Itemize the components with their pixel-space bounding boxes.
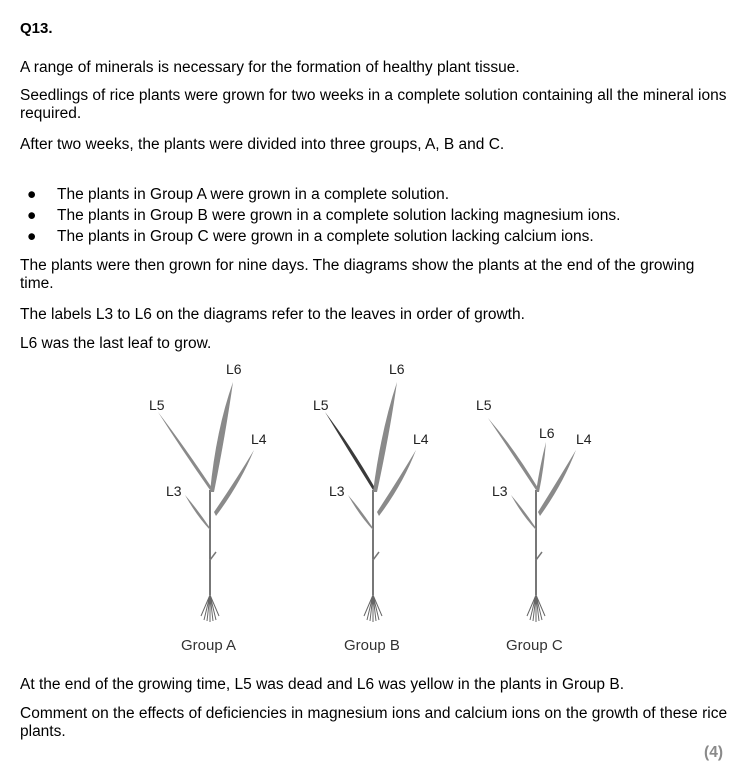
plant-a-label-l4: L4 [251, 431, 267, 447]
observation-paragraph: At the end of the growing time, L5 was dead and L6 was yellow in the plants in Group B. [20, 676, 625, 693]
plant-c-leaf-l3 [511, 495, 536, 530]
plant-c-label-l3: L3 [492, 483, 508, 499]
plant-group-b [313, 361, 429, 654]
question-number: Q13. [20, 20, 53, 37]
method-paragraph: The plants were then grown for nine days. The diagrams show the plants at the end of the growing time. [20, 257, 695, 292]
plant-b-node-mark [373, 552, 379, 560]
plant-b-leaf-l6 [373, 382, 397, 492]
plant-b-leaf-l3 [348, 495, 373, 530]
list-item [20, 184, 620, 205]
bullet-icon: ● [27, 207, 37, 224]
plant-a-label-l5: L5 [149, 397, 165, 413]
plant-a-label-l6: L6 [226, 361, 242, 377]
plant-c-label-l4: L4 [576, 431, 592, 447]
list-item [20, 226, 620, 247]
list-item [20, 205, 620, 226]
plant-c-label-l5: L5 [476, 397, 492, 413]
plant-c-node-mark [536, 552, 542, 560]
group-a-caption: Group A [181, 637, 237, 654]
intro-paragraph-3: After two weeks, the plants were divided into three groups, A, B and C. [20, 136, 505, 153]
plant-a-node-mark [210, 552, 216, 560]
plant-c-roots [527, 595, 545, 622]
plant-a-roots [201, 595, 219, 622]
intro-paragraph-2: Seedlings of rice plants were grown for two weeks in a complete solution containing all the mineral ions required. [20, 87, 727, 122]
bullet-text-b: The plants in Group B were grown in a complete solution lacking magnesium ions. [57, 207, 621, 224]
bullet-icon: ● [27, 228, 37, 245]
group-b-caption: Group B [344, 637, 400, 654]
plant-group-c [476, 397, 592, 654]
plant-a-leaf-l5 [158, 412, 212, 490]
plant-b-label-l6: L6 [389, 361, 405, 377]
plant-a-label-l3: L3 [166, 483, 182, 499]
group-conditions-list [20, 184, 620, 247]
task-paragraph: Comment on the effects of deficiencies in magnesium ions and calcium ions on the growth of these rice plants. [20, 705, 728, 740]
plant-b-label-l3: L3 [329, 483, 345, 499]
plant-b-roots [364, 595, 382, 622]
group-c-caption: Group C [506, 637, 563, 654]
plant-c-leaf-l6 [536, 442, 546, 492]
rice-plants-diagram [130, 350, 610, 660]
bullet-icon: ● [27, 186, 37, 203]
plant-b-leaf-l5 [325, 412, 375, 490]
plant-c-leaf-l5 [488, 418, 538, 490]
last-leaf-paragraph: L6 was the last leaf to grow. [20, 335, 212, 352]
labels-paragraph: The labels L3 to L6 on the diagrams refer to the leaves in order of growth. [20, 306, 525, 323]
plant-c-label-l6: L6 [539, 425, 555, 441]
plant-b-label-l4: L4 [413, 431, 429, 447]
plant-a-leaf-l3 [185, 495, 210, 530]
plant-group-a [149, 361, 267, 654]
marks-allocation: (4) [704, 744, 723, 761]
bullet-text-c: The plants in Group C were grown in a complete solution lacking calcium ions. [57, 228, 594, 245]
plant-a-leaf-l6 [210, 382, 233, 492]
bullet-text-a: The plants in Group A were grown in a complete solution. [57, 186, 450, 203]
intro-paragraph-1: A range of minerals is necessary for the formation of healthy plant tissue. [20, 59, 520, 76]
plant-b-label-l5: L5 [313, 397, 329, 413]
